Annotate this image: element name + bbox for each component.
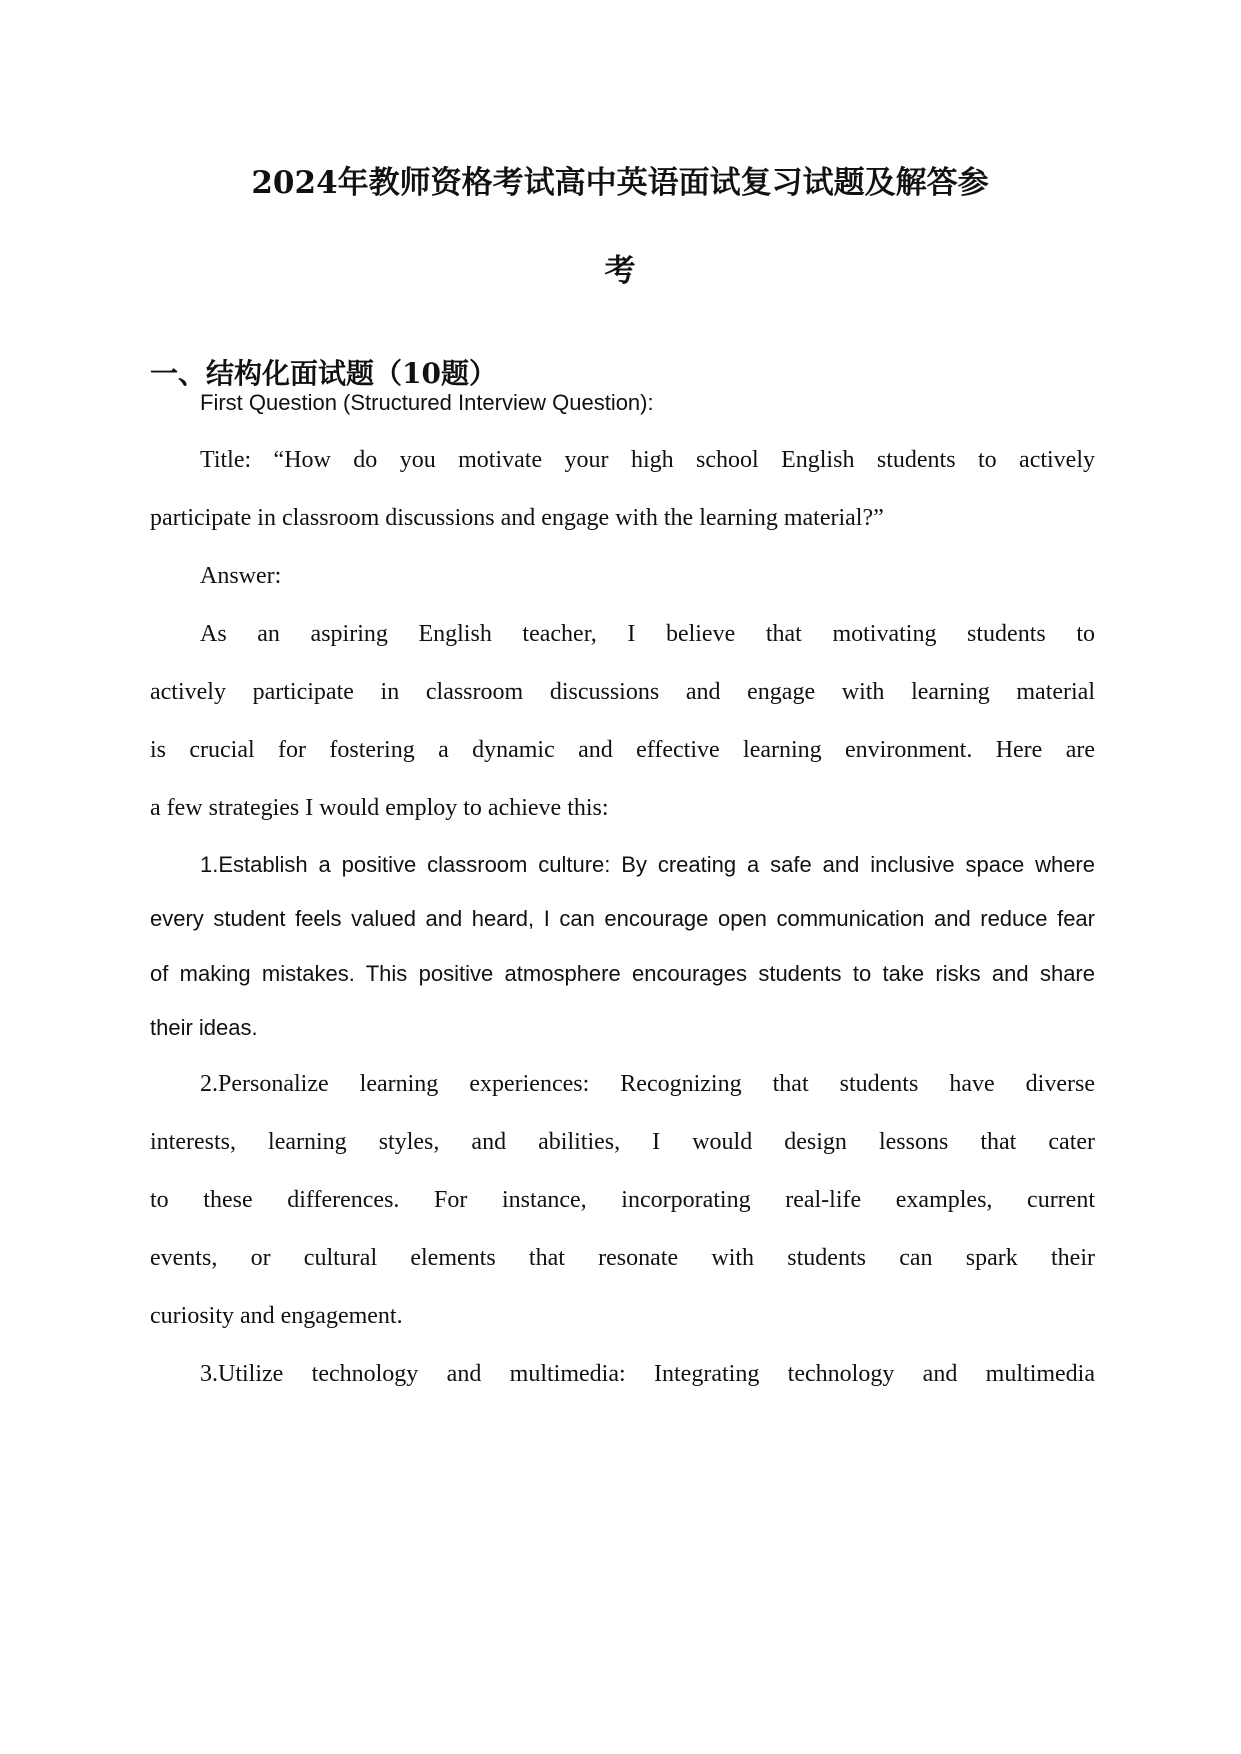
strategy-1-line-4: their ideas. [150,1015,258,1040]
strategy-1-line-2: every student feels valued and heard, I can encourage open communication and reduce fear [150,906,1095,931]
intro-line-4: a few strategies I would employ to achieve this: [150,795,609,821]
question-title-line-2: participate in classroom discussions and engage with the learning material?” [150,505,884,531]
answer-label: Answer: [200,563,282,589]
strategy-2-line-5: curiosity and engagement. [150,1303,403,1329]
intro-line-2: actively participate in classroom discussions and engage with learning material [150,679,1095,705]
strategy-2-line-2: interests, learning styles, and abilities, I would design lessons that cater [150,1129,1095,1155]
document-title-line-2: 考 [604,253,636,289]
document-title-line-1: 2024年教师资格考试高中英语面试复习试题及解答参 [251,165,989,201]
strategy-1-line-3: of making mistakes. This positive atmosphere encourages students to take risks and share [150,961,1095,986]
section-heading: 一、结构化面试题（10题） [150,357,497,390]
strategy-3-line-1: 3.Utilize technology and multimedia: Integrating technology and multimedia [200,1361,1095,1387]
strategy-1-line-1: 1.Establish a positive classroom culture: By creating a safe and inclusive space where [200,852,1095,877]
intro-line-1: As an aspiring English teacher, I believe that motivating students to [200,621,1095,647]
question-title-line-1: Title: “How do you motivate your high school English students to actively [200,447,1095,473]
strategy-2-line-3: to these differences. For instance, incorporating real-life examples, current [150,1187,1095,1213]
intro-line-3: is crucial for fostering a dynamic and effective learning environment. Here are [150,737,1095,763]
question-heading: First Question (Structured Interview Question): [200,390,654,415]
strategy-2-line-4: events, or cultural elements that resonate with students can spark their [150,1245,1095,1271]
strategy-2-line-1: 2.Personalize learning experiences: Recognizing that students have diverse [200,1071,1095,1097]
